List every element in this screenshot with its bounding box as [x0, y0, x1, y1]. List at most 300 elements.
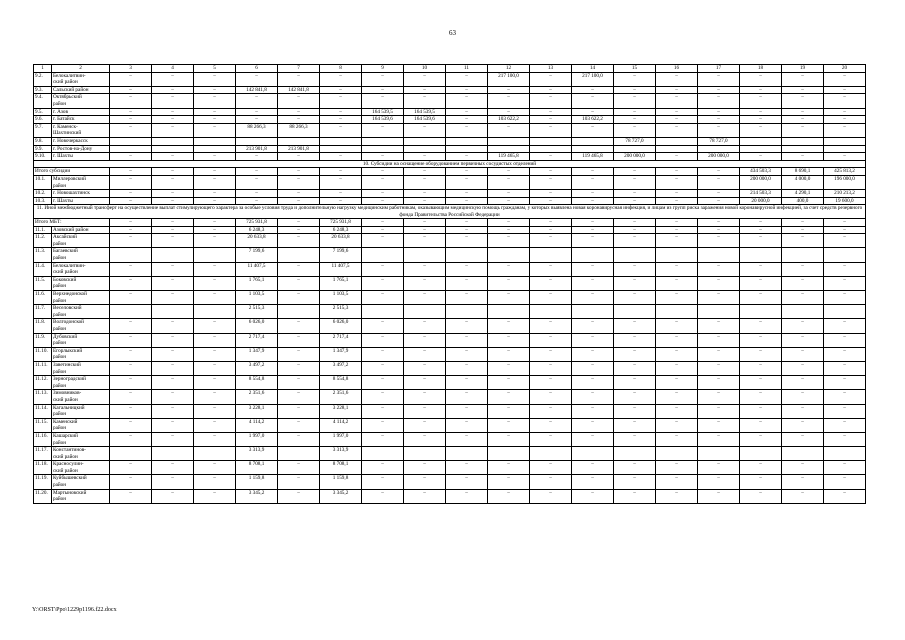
- table-cell: –: [530, 461, 572, 475]
- table-cell: –: [698, 291, 740, 305]
- table-cell: 11.16.: [34, 432, 52, 446]
- table-cell: г. Азов: [52, 108, 110, 116]
- table-cell: –: [782, 219, 824, 227]
- table-cell: –: [446, 418, 488, 432]
- table-cell: –: [530, 86, 572, 94]
- table-cell: –: [614, 390, 656, 404]
- table-cell: –: [152, 262, 194, 276]
- table-cell: 10.3.: [34, 197, 52, 205]
- table-cell: 142 841,8: [236, 86, 278, 94]
- table-cell: –: [446, 361, 488, 375]
- table-cell: –: [656, 153, 698, 161]
- table-cell: –: [572, 489, 614, 503]
- table-cell: –: [194, 262, 236, 276]
- table-cell: –: [362, 489, 404, 503]
- table-cell: –: [236, 190, 278, 198]
- table-cell: [530, 145, 572, 153]
- table-cell: –: [404, 475, 446, 489]
- table-cell: –: [152, 219, 194, 227]
- table-cell: 1 765,1: [320, 276, 362, 290]
- table-cell: –: [572, 86, 614, 94]
- table-cell: –: [110, 333, 152, 347]
- table-cell: [698, 447, 740, 461]
- table-cell: –: [488, 475, 530, 489]
- table-cell: –: [488, 262, 530, 276]
- table-cell: 11.14.: [34, 404, 52, 418]
- table-cell: –: [110, 197, 152, 205]
- table-cell: –: [488, 86, 530, 94]
- table-cell: –: [446, 197, 488, 205]
- table-cell: –: [404, 333, 446, 347]
- table-cell: [782, 305, 824, 319]
- table-cell: –: [446, 153, 488, 161]
- table-cell: –: [110, 94, 152, 108]
- table-cell: –: [572, 333, 614, 347]
- table-cell: –: [152, 72, 194, 86]
- table-cell: 9.2.: [34, 72, 52, 86]
- table-cell: –: [404, 190, 446, 198]
- table-cell: –: [194, 347, 236, 361]
- table-cell: –: [530, 123, 572, 137]
- table-cell: [236, 137, 278, 145]
- table-cell: 8 708,1: [320, 461, 362, 475]
- table-cell: 3 313,9: [236, 447, 278, 461]
- table-cell: –: [698, 361, 740, 375]
- table-cell: 1 103,5: [320, 291, 362, 305]
- table-cell: –: [530, 376, 572, 390]
- table-cell: –: [488, 175, 530, 189]
- table-cell: [572, 145, 614, 153]
- table-cell: –: [194, 475, 236, 489]
- table-cell: –: [446, 461, 488, 475]
- table-cell: [110, 447, 152, 461]
- table-cell: –: [656, 116, 698, 124]
- table-cell: 7 199,6: [320, 248, 362, 262]
- table-cell: –: [572, 404, 614, 418]
- table-cell: [824, 305, 866, 319]
- table-row: [34, 333, 866, 347]
- table-cell: –: [698, 333, 740, 347]
- table-cell: –: [530, 219, 572, 227]
- table-cell: –: [278, 153, 320, 161]
- table-cell: –: [446, 219, 488, 227]
- table-cell: –: [656, 108, 698, 116]
- table-cell: –: [656, 262, 698, 276]
- table-cell: –: [614, 175, 656, 189]
- table-cell: –: [782, 333, 824, 347]
- table-cell: –: [152, 333, 194, 347]
- table-cell: –: [782, 461, 824, 475]
- table-cell: 78 727,0: [614, 137, 656, 145]
- table-cell: 725 931,8: [320, 219, 362, 227]
- table-cell: –: [194, 319, 236, 333]
- table-cell: 6 026,0: [320, 319, 362, 333]
- table-cell: –: [110, 276, 152, 290]
- table-cell: –: [530, 347, 572, 361]
- table-cell: г. Шахты: [52, 197, 110, 205]
- table-cell: 3 228,1: [320, 404, 362, 418]
- table-cell: –: [152, 276, 194, 290]
- table-cell: –: [404, 319, 446, 333]
- table-cell: –: [110, 234, 152, 248]
- table-cell: –: [614, 168, 656, 176]
- table-cell: 11. Иной межбюджетный трансферт на осуществление выплат стимулирующего характера за особые условия труда и дополнительную нагрузку медицинским работникам, оказывающим медицинскую помощь гражданам, у которых выявлена новая коронавирусная инфекция, и лицам из групп риска заражения новой коронавирусной инфекцией, за счет средств резервного фонда Правительства Российской Федерации: [34, 205, 866, 219]
- table-cell: –: [824, 153, 866, 161]
- table-cell: –: [740, 333, 782, 347]
- table-cell: –: [488, 168, 530, 176]
- table-cell: –: [530, 226, 572, 234]
- table-cell: [740, 145, 782, 153]
- table-cell: Егорлыкский район: [52, 347, 110, 361]
- table-cell: [740, 137, 782, 145]
- table-cell: –: [404, 361, 446, 375]
- table-cell: –: [488, 361, 530, 375]
- table-cell: –: [656, 418, 698, 432]
- table-cell: –: [572, 168, 614, 176]
- table-cell: –: [740, 116, 782, 124]
- table-cell: 217 100,0: [572, 72, 614, 86]
- table-cell: [530, 447, 572, 461]
- table-cell: 200 000,0: [740, 175, 782, 189]
- table-cell: –: [614, 291, 656, 305]
- table-cell: –: [614, 461, 656, 475]
- table-cell: –: [404, 432, 446, 446]
- table-cell: Куйбышевский район: [52, 475, 110, 489]
- table-cell: Багаевский район: [52, 248, 110, 262]
- table-cell: –: [278, 361, 320, 375]
- table-cell: [698, 248, 740, 262]
- table-cell: Кашарский район: [52, 432, 110, 446]
- table-cell: –: [488, 319, 530, 333]
- table-cell: –: [194, 404, 236, 418]
- table-cell: –: [488, 390, 530, 404]
- table-cell: 10.2.: [34, 190, 52, 198]
- table-cell: –: [740, 347, 782, 361]
- table-cell: –: [488, 123, 530, 137]
- table-row: [34, 153, 866, 161]
- table-cell: г. Новошахтинск: [52, 190, 110, 198]
- table-row: [34, 108, 866, 116]
- table-cell: –: [446, 376, 488, 390]
- table-row: [34, 489, 866, 503]
- table-cell: 1 347,9: [320, 347, 362, 361]
- table-cell: –: [656, 347, 698, 361]
- table-cell: –: [782, 291, 824, 305]
- table-cell: [824, 447, 866, 461]
- table-cell: –: [530, 276, 572, 290]
- table-cell: [446, 447, 488, 461]
- table-cell: –: [698, 489, 740, 503]
- table-cell: –: [320, 86, 362, 94]
- table-cell: 1 997,0: [236, 432, 278, 446]
- table-cell: –: [194, 116, 236, 124]
- budget-table: [33, 64, 866, 504]
- table-cell: 11.8.: [34, 319, 52, 333]
- table-cell: [740, 248, 782, 262]
- table-cell: –: [530, 72, 572, 86]
- table-cell: [278, 137, 320, 145]
- table-cell: 1 159,8: [236, 475, 278, 489]
- section-heading-row: [34, 205, 866, 219]
- table-cell: 14: [572, 65, 614, 73]
- table-cell: –: [488, 333, 530, 347]
- table-cell: –: [782, 226, 824, 234]
- table-cell: Итого МБТ:: [34, 219, 110, 227]
- table-cell: –: [404, 168, 446, 176]
- table-row: [34, 168, 866, 176]
- table-cell: –: [404, 72, 446, 86]
- table-cell: 8 708,1: [236, 461, 278, 475]
- table-cell: 400,0: [782, 197, 824, 205]
- table-cell: –: [530, 475, 572, 489]
- table-cell: –: [656, 404, 698, 418]
- table-cell: –: [362, 319, 404, 333]
- table-cell: –: [320, 190, 362, 198]
- table-row: [34, 116, 866, 124]
- table-cell: –: [446, 291, 488, 305]
- table-cell: –: [698, 376, 740, 390]
- table-cell: [782, 447, 824, 461]
- table-cell: –: [110, 219, 152, 227]
- table-cell: [446, 305, 488, 319]
- file-path-footer: Y:\ORST\Ppo\1229p1196.f22.docx: [32, 607, 117, 613]
- table-cell: 10. Субсидии на оснащение оборудованием первичных сосудистых отделений: [34, 160, 866, 168]
- table-cell: –: [110, 123, 152, 137]
- table-cell: –: [488, 234, 530, 248]
- table-cell: –: [740, 489, 782, 503]
- table-cell: –: [278, 347, 320, 361]
- table-cell: Сальский район: [52, 86, 110, 94]
- table-cell: [152, 305, 194, 319]
- table-cell: [362, 305, 404, 319]
- table-cell: –: [488, 347, 530, 361]
- table-cell: –: [614, 72, 656, 86]
- table-cell: –: [656, 475, 698, 489]
- table-cell: –: [530, 108, 572, 116]
- table-cell: 20 633,8: [236, 234, 278, 248]
- table-cell: –: [194, 226, 236, 234]
- table-cell: [572, 305, 614, 319]
- table-cell: –: [110, 404, 152, 418]
- table-cell: –: [110, 190, 152, 198]
- table-cell: –: [824, 94, 866, 108]
- table-row: [34, 226, 866, 234]
- table-cell: –: [278, 432, 320, 446]
- table-cell: [404, 137, 446, 145]
- table-row: [34, 376, 866, 390]
- table-cell: –: [824, 333, 866, 347]
- table-cell: –: [740, 72, 782, 86]
- table-cell: –: [110, 432, 152, 446]
- table-cell: –: [236, 116, 278, 124]
- table-cell: –: [152, 190, 194, 198]
- table-cell: –: [278, 333, 320, 347]
- table-cell: –: [614, 197, 656, 205]
- table-cell: –: [572, 418, 614, 432]
- table-cell: [572, 248, 614, 262]
- table-cell: [824, 248, 866, 262]
- table-cell: 425 813,2: [824, 168, 866, 176]
- table-cell: –: [572, 461, 614, 475]
- table-cell: 164 539,5: [362, 108, 404, 116]
- table-cell: 11.20.: [34, 489, 52, 503]
- table-cell: –: [362, 276, 404, 290]
- table-cell: –: [446, 108, 488, 116]
- table-cell: –: [362, 175, 404, 189]
- table-cell: Дубовский район: [52, 333, 110, 347]
- table-cell: 78 727,0: [698, 137, 740, 145]
- table-cell: –: [824, 123, 866, 137]
- table-cell: 11.11.: [34, 361, 52, 375]
- table-cell: –: [698, 432, 740, 446]
- table-cell: –: [698, 197, 740, 205]
- table-cell: –: [110, 291, 152, 305]
- table-cell: –: [110, 108, 152, 116]
- table-cell: –: [824, 418, 866, 432]
- table-cell: –: [404, 418, 446, 432]
- table-cell: –: [404, 347, 446, 361]
- table-cell: –: [488, 197, 530, 205]
- table-cell: –: [614, 432, 656, 446]
- table-cell: –: [824, 226, 866, 234]
- table-cell: 214 503,3: [740, 190, 782, 198]
- table-cell: –: [740, 108, 782, 116]
- table-cell: –: [194, 489, 236, 503]
- table-cell: 6: [236, 65, 278, 73]
- table-cell: –: [614, 86, 656, 94]
- table-cell: 3 497,2: [236, 361, 278, 375]
- table-cell: –: [152, 226, 194, 234]
- table-cell: –: [782, 489, 824, 503]
- table-cell: –: [194, 168, 236, 176]
- table-cell: –: [572, 219, 614, 227]
- table-cell: –: [488, 432, 530, 446]
- table-cell: 6 248,3: [236, 226, 278, 234]
- table-cell: Заветинский район: [52, 361, 110, 375]
- table-cell: –: [824, 86, 866, 94]
- table-cell: –: [530, 262, 572, 276]
- table-cell: –: [194, 72, 236, 86]
- table-cell: –: [278, 262, 320, 276]
- table-cell: –: [740, 475, 782, 489]
- table-cell: 8 690,1: [782, 168, 824, 176]
- table-cell: –: [740, 418, 782, 432]
- table-cell: –: [824, 291, 866, 305]
- table-cell: Красносулин- ский район: [52, 461, 110, 475]
- table-cell: –: [446, 234, 488, 248]
- table-cell: –: [404, 123, 446, 137]
- table-cell: –: [404, 404, 446, 418]
- table-cell: Каменский район: [52, 418, 110, 432]
- table-cell: –: [446, 347, 488, 361]
- table-cell: 119 465,8: [572, 153, 614, 161]
- table-cell: 142 841,8: [278, 86, 320, 94]
- table-cell: –: [782, 347, 824, 361]
- table-cell: –: [278, 219, 320, 227]
- table-cell: –: [404, 219, 446, 227]
- table-cell: 11.18.: [34, 461, 52, 475]
- table-cell: [782, 248, 824, 262]
- table-cell: –: [614, 276, 656, 290]
- table-cell: –: [824, 234, 866, 248]
- table-cell: 213 901,8: [278, 145, 320, 153]
- table-cell: –: [152, 123, 194, 137]
- table-cell: –: [446, 168, 488, 176]
- page-number: 63: [449, 29, 456, 37]
- table-cell: –: [782, 94, 824, 108]
- table-cell: 3 345,2: [236, 489, 278, 503]
- table-cell: –: [446, 94, 488, 108]
- table-cell: –: [152, 376, 194, 390]
- table-row: [34, 145, 866, 153]
- table-cell: –: [572, 319, 614, 333]
- table-cell: –: [110, 319, 152, 333]
- table-cell: [488, 447, 530, 461]
- table-cell: Зимовников- ский район: [52, 390, 110, 404]
- table-cell: 11.7.: [34, 305, 52, 319]
- table-row: [34, 248, 866, 262]
- table-cell: Белокалитвин- ский район: [52, 72, 110, 86]
- table-cell: –: [278, 108, 320, 116]
- table-cell: [740, 447, 782, 461]
- table-cell: –: [698, 72, 740, 86]
- table-cell: –: [740, 319, 782, 333]
- table-cell: Кагальницкий район: [52, 404, 110, 418]
- table-cell: –: [656, 461, 698, 475]
- table-cell: [824, 137, 866, 145]
- table-cell: –: [362, 376, 404, 390]
- table-cell: [362, 145, 404, 153]
- table-cell: –: [362, 404, 404, 418]
- table-cell: 15: [614, 65, 656, 73]
- table-cell: [488, 305, 530, 319]
- table-cell: –: [110, 72, 152, 86]
- table-cell: [110, 137, 152, 145]
- table-cell: –: [614, 226, 656, 234]
- table-cell: –: [824, 361, 866, 375]
- table-cell: 9.5.: [34, 108, 52, 116]
- table-cell: 17: [698, 65, 740, 73]
- table-cell: –: [194, 175, 236, 189]
- table-cell: –: [656, 94, 698, 108]
- table-cell: –: [782, 418, 824, 432]
- table-cell: –: [614, 376, 656, 390]
- table-cell: –: [362, 390, 404, 404]
- table-cell: –: [194, 153, 236, 161]
- table-cell: –: [278, 390, 320, 404]
- table-cell: –: [740, 86, 782, 94]
- table-cell: –: [110, 116, 152, 124]
- table-cell: –: [740, 276, 782, 290]
- table-cell: –: [572, 361, 614, 375]
- table-cell: 1 997,0: [320, 432, 362, 446]
- table-cell: –: [236, 94, 278, 108]
- table-cell: –: [278, 291, 320, 305]
- table-cell: 13: [530, 65, 572, 73]
- table-cell: –: [572, 291, 614, 305]
- table-cell: –: [656, 190, 698, 198]
- table-cell: –: [446, 175, 488, 189]
- table-cell: Итого субсидии: [34, 168, 110, 176]
- table-cell: –: [320, 108, 362, 116]
- table-cell: –: [152, 404, 194, 418]
- table-cell: –: [530, 361, 572, 375]
- table-row: [34, 432, 866, 446]
- table-cell: –: [614, 262, 656, 276]
- table-cell: –: [152, 153, 194, 161]
- table-cell: –: [572, 175, 614, 189]
- table-cell: Октябрьский район: [52, 94, 110, 108]
